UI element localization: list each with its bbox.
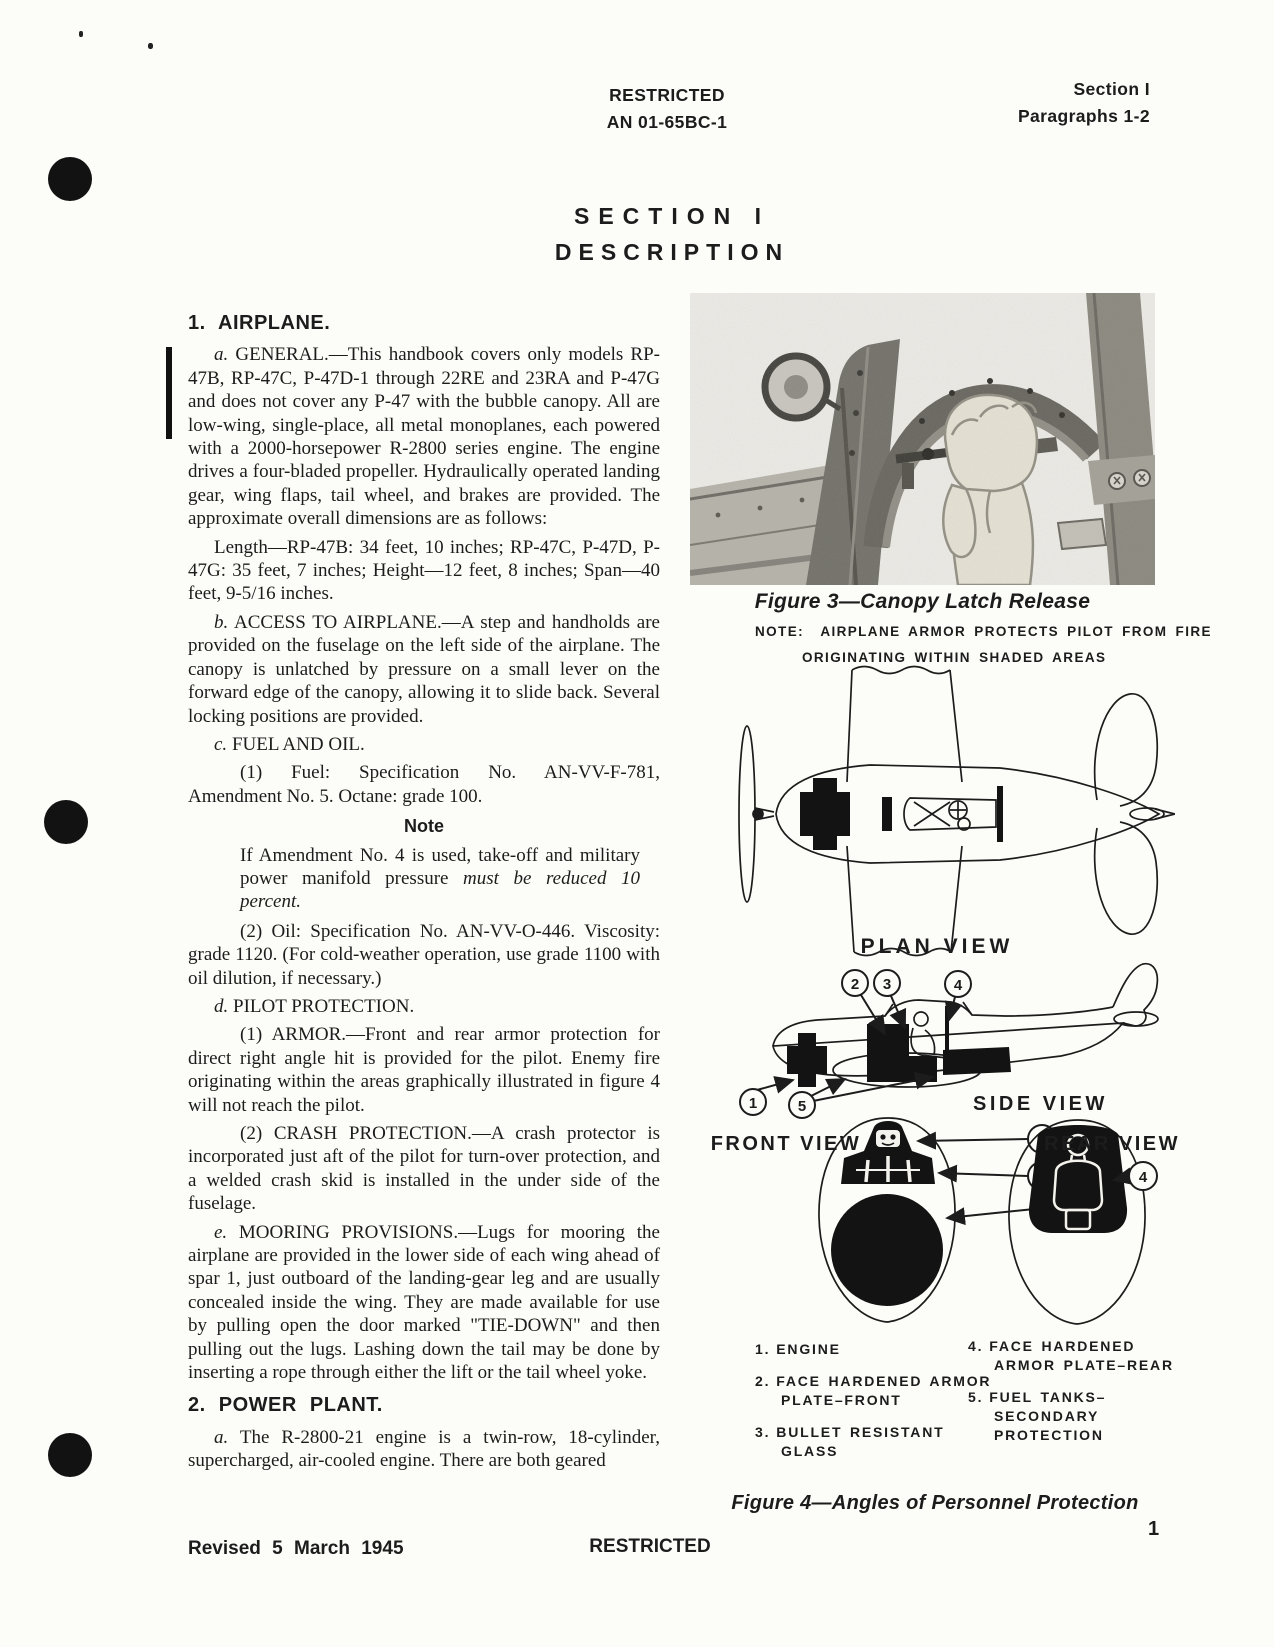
para-armor: (1) ARMOR.—Front and rear armor protection for direct right angle hit is provided for the pilot. Enemy fire originating within the areas graphically illustrated in figure 4 will not reach the pilot. — [188, 1024, 660, 1116]
figure4-front-rear-views — [690, 1112, 1180, 1330]
legend-text-2: FACE HARDENED ARMOR PLATE–FRONT — [776, 1373, 992, 1408]
para-general-lead: a. — [214, 344, 229, 366]
side-view-label: SIDE VIEW — [973, 1093, 1108, 1115]
plan-view-label: PLAN VIEW — [860, 935, 1014, 958]
legend-text-3: BULLET RESISTANT GLASS — [776, 1424, 945, 1459]
revision-change-bar — [166, 347, 172, 439]
section-subtitle: DESCRIPTION — [554, 239, 790, 265]
heading-pilot-protection — [188, 995, 660, 1018]
photo-grain-overlay — [690, 293, 1155, 585]
header-manual-number: AN 01-65BC-1 — [606, 112, 728, 133]
heading-pilot-text: PILOT PROTECTION. — [228, 995, 415, 1017]
legend-num-5: 5. — [968, 1389, 984, 1405]
header-right — [874, 76, 1150, 130]
para-mooring — [188, 1221, 660, 1385]
para-power-text: The R-2800-21 engine is a twin-row, 18-cylinder, supercharged, air-cooled engine. There are both geared — [188, 1426, 660, 1472]
heading-airplane: 1. AIRPLANE. — [188, 312, 331, 334]
callout-4: 4 — [953, 977, 963, 994]
plan-view-armor-shapes — [800, 778, 1003, 850]
para-power-lead: a. — [214, 1426, 229, 1448]
para-access-text: ACCESS TO AIRPLANE.—A step and handholds are provided on the fuselage on the left side of the airplane. The canopy is unlatched by pressure on a small lever on the forward edge of the canopy, allowing it to slide back. Several locking positions are provided. — [188, 611, 660, 727]
footer-restricted: RESTRICTED — [589, 1536, 711, 1557]
callout-2: 2 — [850, 976, 860, 993]
front-view — [711, 1118, 1072, 1322]
footer-revision-date: Revised 5 March 1945 — [188, 1538, 404, 1559]
rear-view-label: REAR VIEW — [1044, 1133, 1180, 1155]
heading-fuel-text: FUEL AND OIL. — [227, 733, 365, 755]
header-paragraphs: Paragraphs 1-2 — [1017, 106, 1150, 127]
legend-num-4: 4. — [968, 1338, 984, 1354]
left-column — [188, 312, 660, 1478]
legend-num-3: 3. — [755, 1424, 771, 1440]
legend-text-5: FUEL TANKS– SECONDARY PROTECTION — [989, 1389, 1107, 1443]
header-section: Section I — [1073, 79, 1150, 99]
legend-num-1: 1. — [755, 1341, 771, 1357]
hole-punch-middle — [44, 800, 88, 844]
front-engine-shaded — [831, 1194, 943, 1306]
para-mooring-text: MOORING PROVISIONS.—Lugs for mooring the airplane are provided in the lower side of each wing ahead of spar 1, just outboard of the landing-gear leg and are usually concealed inside the wing. They are made available for use by pulling open the door marked "TIE-DOWN" and then pulling out the lugs. Lashing down the tail may be done by inserting a rope through either the lift or the tail wheel yoke. — [188, 1221, 660, 1384]
para-power-plant — [188, 1426, 660, 1473]
legend-item-3 — [755, 1423, 995, 1461]
para-general — [188, 343, 660, 530]
rear-callout-4: 4 — [1138, 1169, 1148, 1186]
heading-fuel-lead: c. — [214, 733, 228, 755]
callout-3: 3 — [882, 976, 892, 993]
legend-text-4: FACE HARDENED ARMOR PLATE–REAR — [989, 1338, 1174, 1373]
side-view-callouts — [740, 970, 971, 1118]
heading-power-plant: 2. POWER PLANT. — [188, 1394, 383, 1417]
heading-fuel-oil — [188, 733, 660, 756]
legend-item-1 — [755, 1340, 995, 1359]
scan-speck — [79, 31, 83, 37]
note-body-italic: must be reduced 10 percent. — [240, 867, 640, 913]
header-restricted: RESTRICTED — [609, 85, 725, 105]
legend-text-1: ENGINE — [776, 1341, 841, 1357]
note-heading: Note — [404, 816, 444, 837]
note-body — [240, 844, 640, 914]
para-crash: (2) CRASH PROTECTION.—A crash protector is incorporated just aft of the pilot for turn-over protection, and a welded crash skid is installed in the under side of the fuselage. — [188, 1123, 660, 1215]
hole-punch-bottom — [48, 1433, 92, 1477]
front-view-label: FRONT VIEW — [710, 1133, 862, 1155]
figure4-note-line2: ORIGINATING WITHIN SHADED AREAS — [802, 650, 1107, 665]
para-access — [188, 611, 660, 728]
figure4-note-line1 — [755, 624, 1212, 639]
legend-item-2 — [755, 1372, 995, 1410]
para-general-text: GENERAL.—This handbook covers only models RP-47B, RP-47C, P-47D-1 through 22RE and 23RA and P-47G and does not cover any P-47 with the bubble canopy. All are low-wing, single-place, all metal monoplanes, each powered with a 2000-horsepower R-2800 series engine. The engine drives a four-bladed propeller. Hydraulically operated landing gear, wing flaps, tail wheel, and brakes are provided. The approximate overall dimensions are as follows: — [188, 344, 660, 530]
page-number: 1 — [1148, 1518, 1160, 1540]
figure4-side-view — [695, 958, 1180, 1130]
para-oil: (2) Oil: Specification No. AN-VV-O-446. Viscosity: grade 1120. (For cold-weather operation, use grade 1100 with oil dilution, if necessary.) — [188, 920, 660, 989]
legend-num-2: 2. — [755, 1373, 771, 1389]
figure4-note-label: NOTE: — [755, 624, 804, 639]
figure3-photo-canopy-latch — [690, 293, 1155, 585]
figure4-caption: Figure 4—Angles of Personnel Protection — [731, 1492, 1139, 1514]
figure3-caption: Figure 3—Canopy Latch Release — [754, 590, 1091, 613]
para-dimensions: Length—RP-47B: 34 feet, 10 inches; RP-47C, P-47D, P-47G: 35 feet, 7 inches; Height—12 feet, 8 inches; Span—40 feet, 9-5/16 inches. — [188, 536, 660, 605]
para-mooring-lead: e. — [214, 1221, 228, 1243]
hole-punch-top — [48, 157, 92, 201]
section-title: SECTION I — [573, 203, 770, 229]
callout-5: 5 — [797, 1098, 807, 1115]
para-access-lead: b. — [214, 611, 229, 633]
legend-item-4 — [968, 1337, 1190, 1375]
para-fuel: (1) Fuel: Specification No. AN-VV-F-781, Amendment No. 5. Octane: grade 100. — [188, 762, 660, 807]
legend-item-5 — [968, 1388, 1190, 1445]
figure4-legend-left — [755, 1340, 995, 1474]
callout-1: 1 — [748, 1095, 758, 1112]
figure4-legend-right — [968, 1337, 1190, 1458]
figure4-plan-view — [700, 660, 1175, 960]
figure4-note-text1: AIRPLANE ARMOR PROTECTS PILOT FROM FIRE — [820, 624, 1212, 639]
heading-pilot-lead: d. — [214, 995, 229, 1017]
note-body-text: If Amendment No. 4 is used, take-off and military power manifold pressure — [240, 844, 640, 889]
scan-speck — [148, 43, 153, 49]
